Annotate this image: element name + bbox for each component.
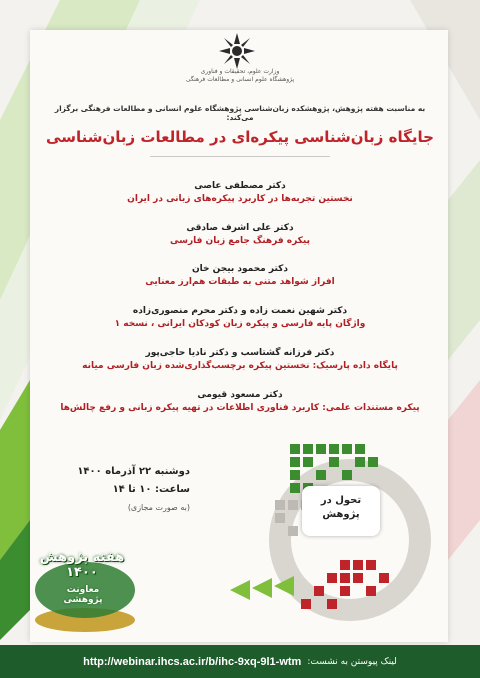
event-date: دوشنبه ۲۲ آذرماه ۱۴۰۰ [77, 466, 190, 477]
research-week-title: هفته پژوهش ۱۴۰۰ [39, 550, 125, 580]
organization-name [160, 68, 320, 84]
talk-item [40, 180, 440, 206]
research-deputy-label: معاونت پژوهشی [63, 585, 103, 605]
badge-line-1: تحول در [320, 495, 362, 506]
talk-item [40, 389, 440, 415]
title-divider [150, 156, 330, 157]
speaker-name: دکتر علی اشرف صادقی [186, 223, 294, 233]
org-line-2: پژوهشگاه علوم انسانی و مطالعات فرهنگی [185, 76, 295, 83]
page-title: جایگاه زبان‌شناسی پیکره‌ای در مطالعات زبان‌شناسی [46, 128, 434, 146]
institute-logo-icon [216, 30, 258, 72]
speaker-name: دکتر مسعود قیومی [197, 390, 283, 400]
badge-line-2: پژوهش [322, 509, 360, 520]
org-line-1: وزارت علوم، تحقیقات و فناوری [200, 68, 280, 75]
speaker-name: دکتر فرزانه گشتاسب و دکتر نادیا حاجی‌پور [145, 348, 335, 358]
event-note: (به صورت مجازی) [127, 503, 190, 512]
speaker-name: دکتر شهین نعمت زاده و دکتر محرم منصوری‌زاده [132, 306, 348, 316]
talk-topic: پیکره مستندات علمی: کاربرد فناوری اطلاعات در تهیه پیکره زبانی و رفع چالش‌ها [60, 403, 420, 413]
talk-item [40, 263, 440, 289]
talk-topic: پیکره فرهنگ جامع زبان فارسی [170, 236, 310, 246]
event-details [60, 463, 190, 517]
footer-bar [0, 645, 480, 678]
event-time: ساعت: ۱۰ تا ۱۴ [112, 484, 190, 495]
talk-topic: افراز شواهد متنی به طبقات هم‌ارز معنایی [145, 277, 335, 287]
intro-text: به مناسبت هفته پژوهش، پژوهشکده زبان‌شناسی پژوهشگاه علوم انسانی و مطالعات فرهنگی برگزار می‌کند: [54, 104, 426, 122]
talk-topic: نخستین تجربه‌ها در کاربرد پیکره‌های زبانی در ایران [127, 194, 353, 204]
talk-item [40, 305, 440, 331]
footer-label: لینک پیوستن به نشست: [307, 656, 397, 667]
talk-topic: واژگان پایه فارسی و پیکره زبان کودکان ایرانی ، نسخه ۱ [114, 319, 366, 329]
transformation-badge [302, 486, 380, 536]
talk-topic: پایگاه داده پارسیک: نخستین پیکره برچسب‌گذاری‌شده زبان فارسی میانه [82, 361, 398, 371]
webinar-link[interactable]: http://webinar.ihcs.ac.ir/b/ihc-9xq-9l1-wtm [83, 655, 302, 668]
speaker-name: دکتر مصطفی عاصی [194, 181, 286, 191]
talk-item [40, 347, 440, 373]
speaker-name: دکتر محمود بیجن خان [191, 264, 289, 274]
talk-item [40, 222, 440, 248]
